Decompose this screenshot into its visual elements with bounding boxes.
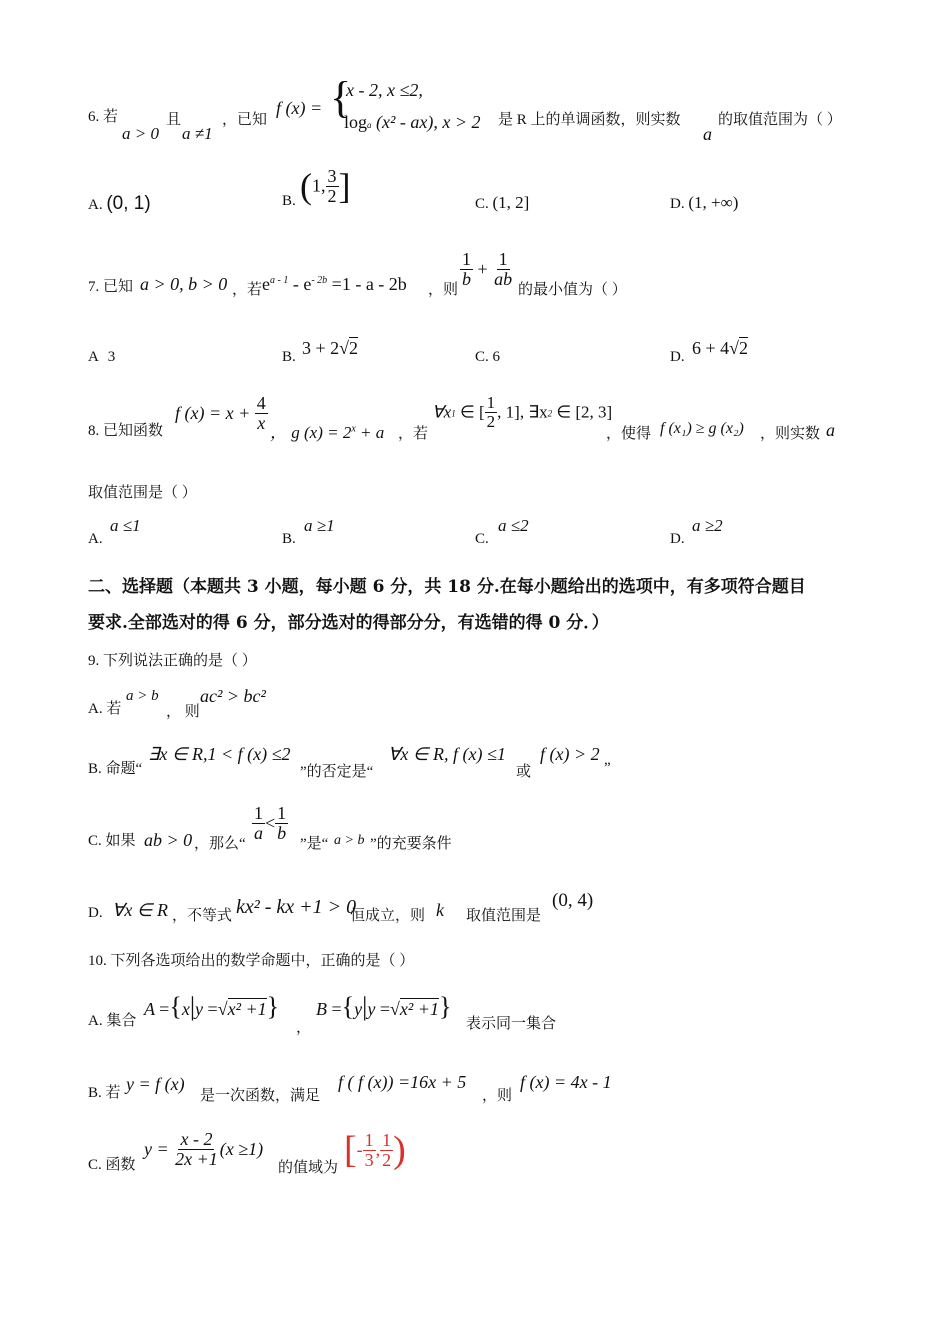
- q10-b-eq: f ( f (x)) =16x + 5: [338, 1072, 467, 1092]
- set-var: y: [354, 999, 363, 1019]
- q7-option-b-value: 3 + 2√2: [302, 338, 359, 358]
- q8-option-c-value: a ≤2: [498, 516, 529, 535]
- set-y: y: [195, 999, 204, 1019]
- option-label: D.: [670, 349, 685, 365]
- q7-then: ，则: [428, 282, 459, 298]
- q6-brace: {: [330, 73, 352, 122]
- option-label: B.: [282, 531, 296, 547]
- q9-b-prop: ∃x ∈ R,1 < f (x) ≤2: [148, 744, 291, 764]
- q8-if: ，若: [398, 426, 429, 442]
- option-value: (0, 1): [106, 193, 151, 214]
- comma: ,: [375, 1139, 381, 1160]
- q6-var: a: [703, 124, 712, 144]
- q9-a-then: ， 则: [166, 704, 200, 720]
- frac-num: 1: [277, 803, 287, 823]
- frac-num: 1: [382, 1129, 392, 1150]
- q9-c-mid2: ”是“: [300, 836, 329, 852]
- q8-var: a: [826, 420, 835, 440]
- q6-option-a[interactable]: [88, 193, 151, 215]
- q8-g: [270, 418, 384, 443]
- sqrt-radicand: 2: [739, 338, 749, 358]
- set-y: y: [367, 999, 376, 1019]
- option-label: D.: [670, 531, 685, 547]
- option-label: A.: [88, 197, 103, 213]
- q7-option-c[interactable]: [475, 349, 500, 366]
- q9-b-neg2: f (x) > 2: [540, 744, 600, 764]
- frac-den: 2: [327, 185, 337, 206]
- sqrt-radicand: 2: [349, 338, 359, 358]
- frac-num: 3: [327, 165, 337, 186]
- q8-sub1: 1: [451, 408, 456, 419]
- frac-den: 2: [486, 411, 496, 431]
- q6-cond2: a ≠1: [182, 124, 213, 143]
- q8-quant3: ∈ [2, 3]: [552, 402, 613, 422]
- q10-a-label: A. 集合: [88, 1013, 137, 1029]
- q7-sup1: a - 1: [270, 275, 289, 286]
- q9-b-neg1: ∀x ∈ R, f (x) ≤1: [388, 744, 506, 764]
- q9-c-ineq: [252, 804, 288, 843]
- q8-quant2: , 1], ∃x: [497, 402, 548, 422]
- q6-cond1: a > 0: [122, 124, 159, 143]
- plus-sign: +: [477, 258, 488, 279]
- q10-c-mid: 的值域为: [278, 1160, 339, 1176]
- q8-quant-in: ∈ [: [455, 402, 485, 422]
- q9-c-end: ”的充要条件: [370, 836, 452, 852]
- q6-option-b[interactable]: [282, 193, 296, 210]
- q8-sub2: 2: [547, 408, 553, 419]
- q8-option-b[interactable]: [282, 531, 296, 548]
- q10-a-set2: B ={y|y =√x² +1}: [316, 992, 452, 1021]
- q9-c-cond2: a > b: [334, 833, 365, 848]
- q10-b-result: f (x) = 4x - 1: [520, 1072, 612, 1092]
- set-name: B: [316, 999, 327, 1019]
- q10-c-func: [144, 1130, 263, 1169]
- q9-d-quant: ∀x ∈ R: [112, 900, 168, 920]
- q10-b-then: ，则: [482, 1088, 513, 1104]
- option-label: A: [88, 349, 99, 365]
- q10-c-domain: (x ≥1): [219, 1138, 264, 1159]
- q8-prefix: 8. 已知函数: [88, 423, 164, 439]
- sqrt-coeff: 3 + 2: [302, 338, 340, 358]
- q7-eq-rest: =1 - a - 2b: [327, 274, 407, 294]
- frac-num: 1: [486, 393, 496, 412]
- q6-number: 6. 若: [88, 109, 119, 125]
- frac-den: a: [254, 822, 263, 843]
- q9-a-result: ac² > bc²: [200, 686, 266, 706]
- q7-e2: - e: [288, 274, 312, 294]
- frac-den: b: [277, 822, 287, 843]
- q7-option-d-value: 6 + 4√2: [692, 338, 749, 358]
- q9-d-mid: ，不等式: [172, 908, 233, 924]
- q8-option-b-value: a ≥1: [304, 516, 335, 535]
- option-label: C.: [475, 349, 489, 365]
- q9-a-cond: a > b: [126, 688, 159, 704]
- q10-c-label: C. 函数: [88, 1157, 136, 1173]
- q10-b-def: y = f (x): [126, 1074, 185, 1094]
- q7-sup2: - 2b: [311, 275, 328, 286]
- q7-option-a[interactable]: [88, 349, 115, 366]
- q9-b-end: „: [604, 752, 611, 768]
- q8-then: ，则实数: [760, 426, 821, 442]
- frac-den: ab: [494, 268, 513, 289]
- q9-b-neg-text: ”的否定是“: [300, 764, 374, 780]
- q6-optb-frac: [326, 167, 339, 206]
- q7-tail: 的最小值为（ ）: [518, 282, 627, 298]
- q8-option-a[interactable]: [88, 531, 103, 548]
- less-than: <: [265, 812, 276, 833]
- q7-option-d[interactable]: [670, 349, 685, 366]
- q9-d-result: (0, 4): [552, 890, 594, 911]
- q10-a-end: 表示同一集合: [466, 1016, 557, 1032]
- q7-prefix: 7. 已知: [88, 279, 134, 295]
- q10-a-comma: ，: [296, 1020, 312, 1036]
- q9-d-mid3: 取值范围是: [466, 908, 542, 924]
- q9-b-or: 或: [516, 764, 532, 780]
- frac-num: 1: [254, 803, 263, 823]
- q8-option-d[interactable]: [670, 531, 685, 548]
- sqrt-radicand: x² +1: [227, 999, 267, 1019]
- q8-such: ，使得: [606, 426, 652, 442]
- minus-sign: -: [356, 1139, 363, 1160]
- frac-den: x: [257, 412, 266, 433]
- frac-den: 2x +1: [175, 1148, 218, 1169]
- option-label: A.: [88, 531, 103, 547]
- q9-d-mid2: 恒成立，则: [350, 908, 426, 924]
- q10-stem: 10. 下列各选项给出的数学命题中，正确的是（ ）: [88, 953, 415, 969]
- q9-d-label: D.: [88, 905, 103, 921]
- q6-option-b-value: (1, $\frac{3}{2}$ ]: [300, 165, 351, 206]
- q10-a-set1: A ={x|y =√x² +1}: [144, 992, 280, 1021]
- q9-c-mid: ，那么“: [194, 836, 246, 852]
- sqrt-coeff: 6 + 4: [692, 338, 730, 358]
- sqrt-radicand: x² +1: [399, 999, 439, 1019]
- set-name: A: [144, 999, 155, 1019]
- section2-heading-line1: 二、选择题（本题共 3 小题，每小题 6 分，共 18 分.在每小题给出的选项中，有多项符合题目: [88, 577, 806, 597]
- q8-g-rest: + a: [355, 423, 385, 442]
- q9-d-ineq: kx² - kx +1 > 0: [236, 896, 357, 918]
- frac-num: 1: [364, 1129, 374, 1150]
- option-label: D.: [670, 196, 685, 212]
- q7-option-b[interactable]: [282, 349, 296, 366]
- q9-d-var: k: [436, 900, 444, 920]
- q6-case2: [344, 112, 481, 133]
- q8-quantifier: [432, 394, 612, 431]
- q6-fx: f (x) =: [276, 98, 323, 118]
- q7-if: ，若: [232, 282, 263, 298]
- q10-c-answer: [- $\frac{1}{3}$ , $\frac{1}{2}$ ): [344, 1129, 406, 1171]
- frac-num: 1: [462, 249, 471, 269]
- q10-c-y: y =: [144, 1138, 169, 1159]
- q10-b-label: B. 若: [88, 1085, 121, 1101]
- q8-f: [175, 394, 268, 433]
- q6-optb-lead: 1,: [312, 175, 326, 196]
- frac-num: x - 2: [180, 1129, 213, 1149]
- q6-log-arg: (x² - ax), x > 2: [376, 112, 481, 132]
- option-label: C.: [475, 196, 489, 212]
- option-label: B.: [282, 349, 296, 365]
- q6-tail: 是 R 上的单调函数，则实数: [498, 112, 681, 128]
- q7-cond: a > 0, b > 0: [140, 274, 228, 294]
- q8-line2: 取值范围是（ ）: [88, 485, 197, 501]
- frac-den: 3: [364, 1149, 374, 1170]
- option-label: C.: [475, 531, 489, 547]
- option-value: 6: [492, 349, 501, 365]
- q6-log-base: a: [367, 120, 372, 130]
- q10-b-mid: 是一次函数，满足: [200, 1088, 321, 1104]
- q9-stem: 9. 下列说法正确的是（ ）: [88, 653, 257, 669]
- q8-quant1: ∀x: [432, 402, 452, 422]
- q8-option-a-value: a ≤1: [110, 516, 141, 535]
- q7-expression: [460, 250, 514, 289]
- option-value: (1, +∞): [688, 193, 739, 212]
- q8-option-c[interactable]: [475, 531, 489, 548]
- frac-den: 2: [382, 1149, 392, 1170]
- q7-equation: [262, 274, 407, 295]
- q9-a-label: A. 若: [88, 701, 122, 717]
- set-var: x: [181, 999, 190, 1019]
- q8-f-def: f (x) = x +: [175, 402, 251, 423]
- q6-known: ，已知: [222, 112, 268, 128]
- q8-g-sup: x: [351, 423, 356, 435]
- option-value: 3: [107, 349, 116, 365]
- q9-c-cond: ab > 0: [144, 830, 193, 850]
- q6-log: log: [344, 112, 368, 132]
- q6-case1: x - 2, x ≤2,: [346, 80, 423, 100]
- frac-num: 1: [498, 249, 508, 269]
- option-label: B.: [282, 193, 296, 209]
- q6-tail2: 的取值范围为（ ）: [718, 112, 842, 128]
- q9-c-label: C. 如果: [88, 833, 136, 849]
- frac-den: b: [462, 268, 471, 289]
- frac-num: 4: [256, 393, 266, 413]
- q8-ineq: f (x₁) ≥ g (x₂): [660, 420, 744, 437]
- q9-b-label: B. 命题“: [88, 761, 143, 777]
- option-value: (1, 2]: [492, 193, 530, 212]
- q8-option-d-value: a ≥2: [692, 516, 723, 535]
- q7-e1: e: [262, 274, 270, 294]
- section2-heading-line2: 要求.全部选对的得 6 分，部分选对的得部分分，有选错的得 0 分．）: [88, 613, 609, 633]
- q6-and: 且: [166, 112, 182, 128]
- q6-option-c[interactable]: [475, 193, 529, 213]
- q6-option-d[interactable]: [670, 193, 738, 213]
- q8-g-def: ， g (x) = 2: [270, 423, 352, 442]
